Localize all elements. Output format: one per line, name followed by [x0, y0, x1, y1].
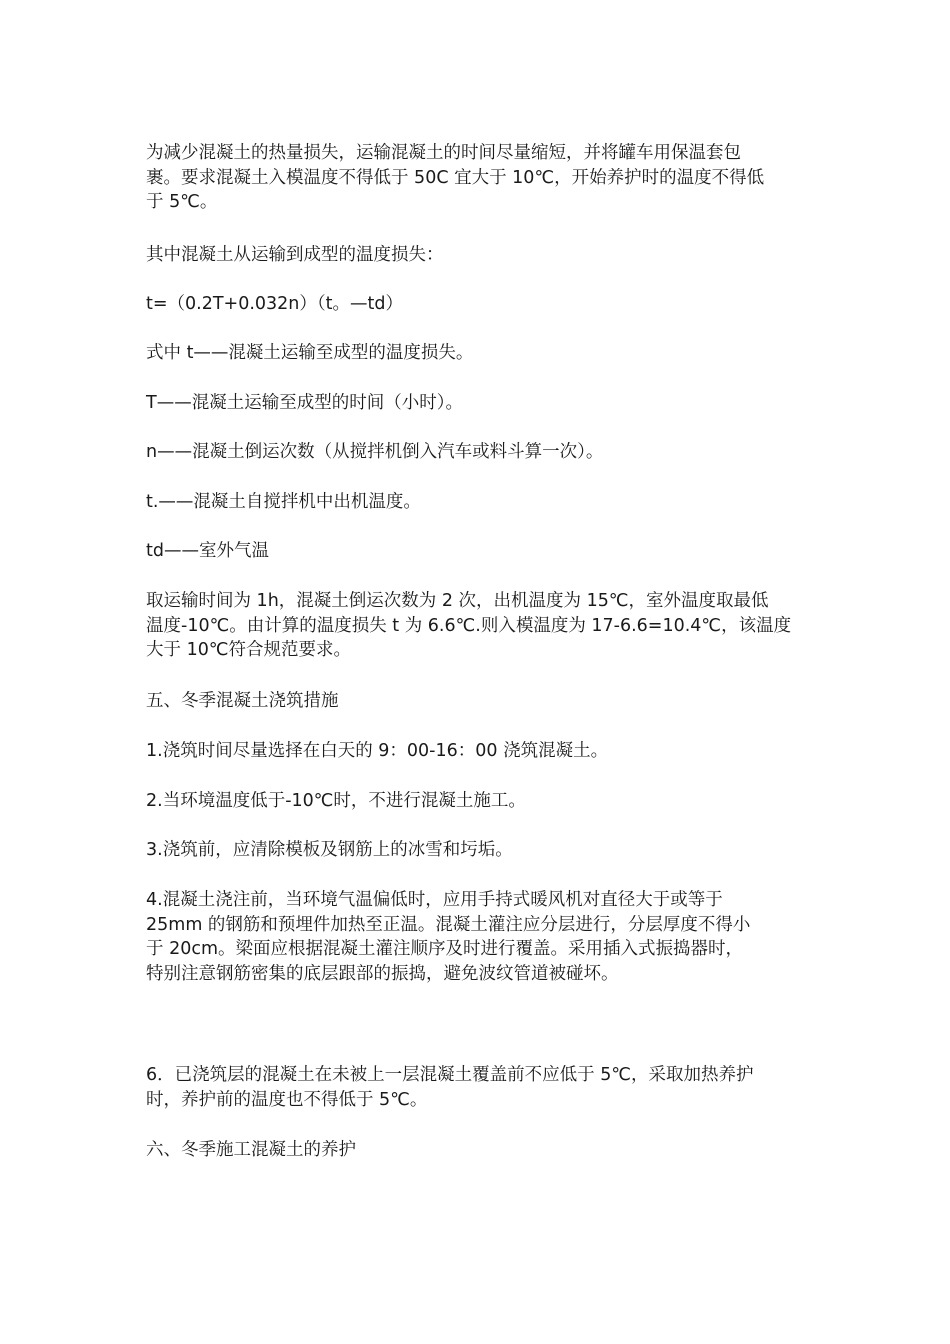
formula-definition-t: 式中 t——混凝土运输至成型的温度损失。 [146, 343, 474, 363]
formula-definition-td: td——室外气温 [146, 541, 269, 561]
section-heading-curing: 六、冬季施工混凝土的养护 [146, 1140, 356, 1160]
section-heading-pouring-measures: 五、冬季混凝土浇筑措施 [146, 691, 339, 711]
list-item-4: 4.混凝土浇注前，当环境气温偏低时，应用手持式暖风机对直径大于或等于 25mm 的钢筋和预埋件加热至正温。混凝土灌注应分层进行，分层厚度不得小 于 20cm。梁面应根据混凝土灌注顺序及时进行覆盖。采用插入式振捣器时， 特别注意钢筋密集的底层跟部的振捣，避免波纹管道被碰坏。 [146, 890, 751, 984]
formula-temperature-loss: t=（0.2T+0.032n）（t。—td） [146, 294, 403, 314]
formula-definition-T: T——混凝土运输至成型的时间（小时）。 [146, 393, 463, 413]
paragraph-calculation-example: 取运输时间为 1h，混凝土倒运次数为 2 次，出机温度为 15℃，室外温度取最低 温度-10℃。由计算的温度损失 t 为 6.6℃.则入模温度为 17-6.6=10.4℃，该温度 大于 10℃符合规范要求。 [146, 591, 792, 660]
list-item-6: 6．已浇筑层的混凝土在未被上一层混凝土覆盖前不应低于 5℃，采取加热养护 时，养护前的温度也不得低于 5℃。 [146, 1065, 754, 1110]
list-item-3: 3.浇筑前，应清除模板及钢筋上的冰雪和圬垢。 [146, 840, 513, 860]
formula-definition-n: n——混凝土倒运次数（从搅拌机倒入汽车或料斗算一次）。 [146, 442, 604, 462]
paragraph-temperature-loss-intro: 其中混凝土从运输到成型的温度损失： [146, 245, 444, 265]
list-item-1: 1.浇筑时间尽量选择在白天的 9：00-16：00 浇筑混凝土。 [146, 741, 609, 761]
formula-definition-to: t.——混凝土自搅拌机中出机温度。 [146, 492, 421, 512]
paragraph-concrete-heat-loss: 为减少混凝土的热量损失，运输混凝土的时间尽量缩短，并将罐车用保温套包 裹。要求混凝土入模温度不得低于 50C 宜大于 10℃，开始养护时的温度不得低 于 5℃。 [146, 143, 765, 212]
list-item-2: 2.当环境温度低于-10℃时，不进行混凝土施工。 [146, 791, 526, 811]
